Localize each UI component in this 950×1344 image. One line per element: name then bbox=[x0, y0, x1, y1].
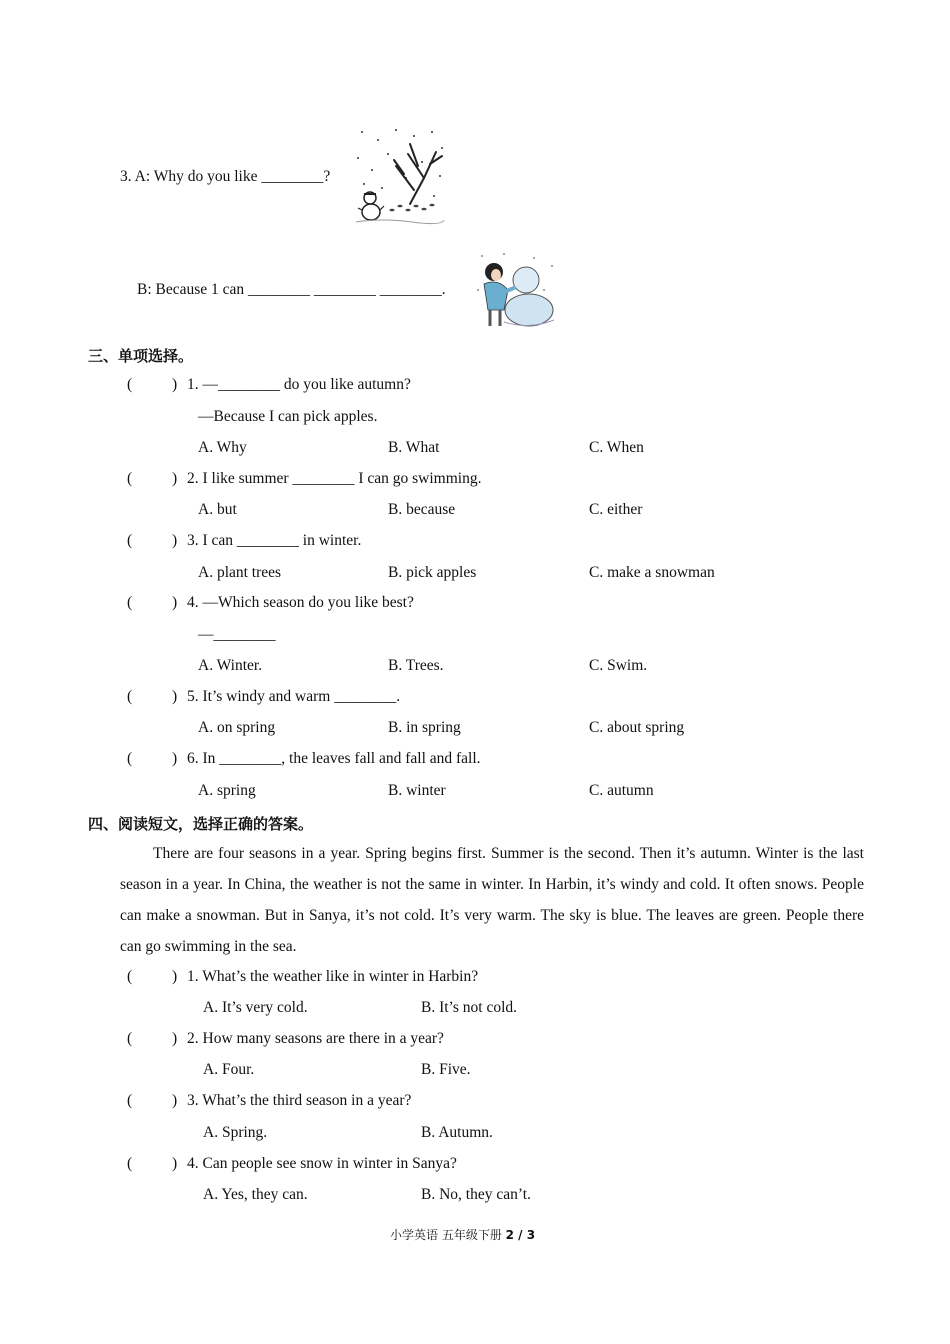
option-a: A. on spring bbox=[198, 719, 276, 736]
option-a: A. but bbox=[198, 501, 237, 518]
answer-bracket-open: ( bbox=[127, 750, 133, 767]
option-a: A. Four. bbox=[203, 1061, 255, 1078]
option-c: C. either bbox=[589, 501, 643, 518]
winter-snowman-tree-picture bbox=[352, 126, 448, 230]
answer-bracket-open: ( bbox=[127, 1155, 133, 1172]
answer-bracket-close: ) bbox=[172, 470, 178, 487]
answer-bracket-open: ( bbox=[127, 594, 133, 611]
option-a: A. Winter. bbox=[198, 657, 263, 674]
question-text: 4. —Which season do you like best? bbox=[187, 594, 414, 611]
option-b: B. in spring bbox=[388, 719, 461, 736]
option-a: A. It’s very cold. bbox=[203, 999, 308, 1016]
question-line2: —Because I can pick apples. bbox=[198, 408, 378, 425]
option-b: B. Trees. bbox=[388, 657, 444, 674]
option-a: A. Why bbox=[198, 439, 247, 456]
option-c: C. make a snowman bbox=[589, 564, 715, 581]
answer-bracket-open: ( bbox=[127, 1030, 133, 1047]
question-text: 3. What’s the third season in a year? bbox=[187, 1092, 412, 1109]
option-b: B. Autumn. bbox=[421, 1124, 493, 1141]
page-number: 2 / 3 bbox=[505, 1228, 536, 1242]
q3b-text: B: Because 1 can ________ ________ ________. bbox=[137, 281, 446, 298]
answer-bracket-close: ) bbox=[172, 1155, 178, 1172]
answer-bracket-close: ) bbox=[172, 1092, 178, 1109]
answer-bracket-close: ) bbox=[172, 594, 178, 611]
option-b: B. because bbox=[388, 501, 456, 518]
answer-bracket-close: ) bbox=[172, 968, 178, 985]
option-b: B. winter bbox=[388, 782, 446, 799]
option-c: C. about spring bbox=[589, 719, 685, 736]
question-text: 2. How many seasons are there in a year? bbox=[187, 1030, 444, 1047]
answer-bracket-open: ( bbox=[127, 532, 133, 549]
answer-bracket-open: ( bbox=[127, 688, 133, 705]
answer-bracket-open: ( bbox=[127, 968, 133, 985]
question-text: 1. What’s the weather like in winter in Harbin? bbox=[187, 968, 479, 985]
answer-bracket-close: ) bbox=[172, 1030, 178, 1047]
answer-bracket-close: ) bbox=[172, 688, 178, 705]
page-footer bbox=[390, 1226, 535, 1243]
option-a: A. spring bbox=[198, 782, 256, 799]
option-b: B. pick apples bbox=[388, 564, 477, 581]
option-a: A. plant trees bbox=[198, 564, 282, 581]
answer-bracket-open: ( bbox=[127, 470, 133, 487]
option-a: A. Spring. bbox=[203, 1124, 268, 1141]
footer-title: 小学英语 五年级下册 bbox=[390, 1228, 506, 1242]
section4-heading: 四、阅读短文，选择正确的答案。 bbox=[88, 815, 314, 833]
q3a-text: 3. A: Why do you like ________? bbox=[120, 168, 331, 185]
option-b: B. What bbox=[388, 439, 440, 456]
reading-passage: There are four seasons in a year. Spring begins first. Summer is the second. Then it’s autumn. Winter is the last season in a year. In China, the weather is not the same in winter. In Harbin, it’s windy and cold. It often snows. People can make a snowman. But in Sanya, it’s not cold. It’s very warm. The sky is blue. The leaves are green. People there can go swimming in the sea. bbox=[120, 845, 864, 955]
option-a: A. Yes, they can. bbox=[203, 1186, 308, 1203]
question-text: 4. Can people see snow in winter in Sanya? bbox=[187, 1155, 457, 1172]
question-text: 3. I can ________ in winter. bbox=[187, 532, 362, 549]
option-c: C. autumn bbox=[589, 782, 654, 799]
option-c: C. When bbox=[589, 439, 644, 456]
option-b: B. No, they can’t. bbox=[421, 1186, 531, 1203]
answer-bracket-close: ) bbox=[172, 532, 178, 549]
question-text: 6. In ________, the leaves fall and fall and fall. bbox=[187, 750, 481, 767]
answer-bracket-close: ) bbox=[172, 750, 178, 767]
girl-making-snowman-picture bbox=[474, 250, 558, 330]
section3-heading: 三、单项选择。 bbox=[88, 347, 194, 365]
question-text: 1. —________ do you like autumn? bbox=[187, 376, 411, 393]
answer-bracket-open: ( bbox=[127, 1092, 133, 1109]
option-b: B. It’s not cold. bbox=[421, 999, 518, 1016]
question-line2: —________ bbox=[198, 626, 276, 643]
answer-bracket-close: ) bbox=[172, 376, 178, 393]
option-b: B. Five. bbox=[421, 1061, 471, 1078]
answer-bracket-open: ( bbox=[127, 376, 133, 393]
option-c: C. Swim. bbox=[589, 657, 648, 674]
question-text: 2. I like summer ________ I can go swimming. bbox=[187, 470, 482, 487]
question-text: 5. It’s windy and warm ________. bbox=[187, 688, 401, 705]
